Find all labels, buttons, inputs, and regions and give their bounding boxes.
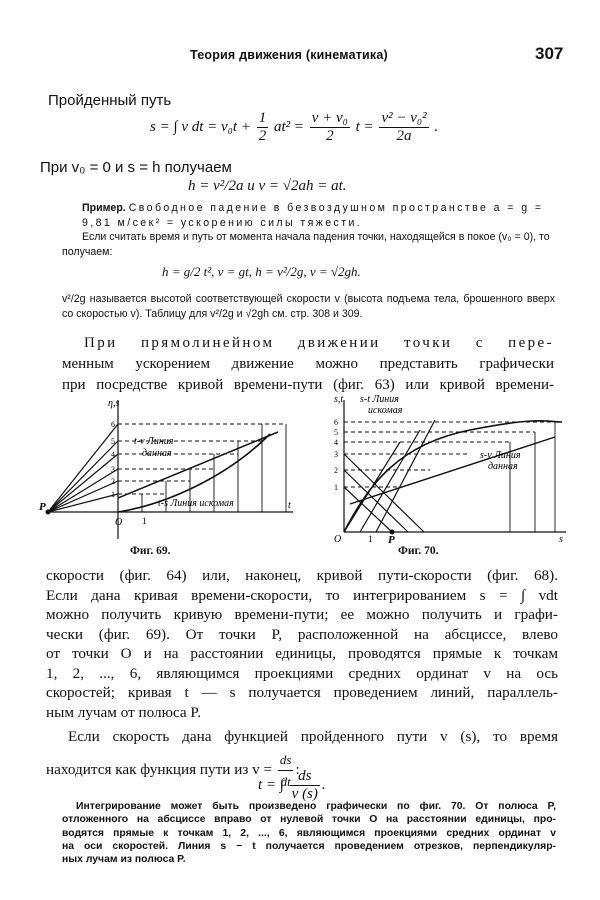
rectilinear-paragraph: При прямолинейном движении точки с пере- менным ускорением движение можно представить графически при посредстве кривой времени-пути (фиг. 63) или кривой времени-: [62, 335, 554, 393]
fig69-O: O: [115, 517, 123, 528]
example-block: [82, 201, 555, 230]
running-title: Теория движения (кинематика): [190, 48, 388, 62]
svg-text:2: 2: [111, 477, 115, 486]
formula-h: h = v²/2a и v = √2ah = at.: [188, 178, 347, 194]
height-note: v²/2g называется высотой соответствующей скорости v (высота подъема тела, брошенного вверх со скоростью v). Таблицу для v²/2g и √2gh см. стр. 308 и 309.: [62, 293, 555, 320]
fig70-one: 1: [368, 534, 373, 544]
formula-s: s = ∫ v dt = v₀t + $\frac{1}{2}$ at² = $\frac{\text{v + v₀}}{2}$ t = $\frac{\text{v² − v₀²}}{2a}$ .: [150, 110, 439, 144]
st-curve: [344, 421, 562, 532]
speed-paragraph: Если скорость дана функцией пройденного пути v (s), то время находится как функция пути из v = $\frac{ds}{dt}$ :: [46, 728, 558, 789]
svg-text:4: 4: [334, 438, 338, 447]
fig69-ts-label: t-s Линия искомая: [158, 498, 234, 509]
example-formula: h = g/2 t², v = gt, h = v²/2g, v = √2gh.: [162, 264, 361, 279]
fig69-caption: Фиг. 69.: [130, 545, 171, 557]
pole-point: [46, 510, 51, 515]
fig69-one: 1: [142, 516, 147, 526]
formula-t: t = ∫ $\frac{ds}{v (s)}$ .: [258, 768, 326, 802]
page-header: [0, 44, 600, 66]
fig70-sv-label2: данная: [488, 461, 518, 472]
traversed-path-label: Пройденный путь: [48, 92, 172, 109]
svg-text:2: 2: [334, 466, 338, 475]
fig70-sv-label: s-v Линия: [480, 450, 521, 461]
example-label: Пример.: [82, 202, 126, 214]
svg-text:1: 1: [334, 483, 338, 492]
fig70-caption: Фиг. 70.: [398, 545, 439, 557]
when-line: При v₀ = 0 и s = h получаем: [40, 159, 232, 176]
body-paragraph: скорости (фиг. 64) или, наконец, кривой пути-скорости (фиг. 68). Если дана кривая времени-скорости, то интегрированием s = ∫ vdt можно получить кривую времени-пути; ее можно получить и графи- чески (фиг. 69). От точки P, расположенной на абсциссе, влево от точки O и на расстоянии единицы, проводятся прямые к точкам 1, 2, ..., 6, являющимся проекциями средних ординат v на ось скоростей; кривая t — s получается проведением линий, параллель- ным лучам от полюса P.: [46, 567, 558, 721]
fig70-P: P: [388, 534, 395, 544]
fig70-st-label2: искомая: [368, 405, 403, 416]
figure-70: [330, 392, 570, 544]
fig69-P: P: [39, 501, 46, 513]
svg-text:3: 3: [111, 465, 115, 474]
fig70-st-label: s-t Линия: [360, 394, 399, 405]
example-line2: Если считать время и путь от момента начала падения точки, находящейся в покое (v₀ = 0), то получаем:: [62, 231, 550, 258]
fig69-t: t: [288, 500, 291, 511]
sv-line: [350, 437, 555, 504]
fig70-O: O: [334, 534, 342, 544]
figure-69: [38, 394, 300, 544]
svg-text:5: 5: [334, 428, 338, 437]
svg-text:5: 5: [111, 437, 115, 446]
fig70-axis-label: s,t: [334, 394, 344, 405]
fig70-ordinate-labels: [334, 418, 338, 492]
example-line1: Свободное падение в безвоздушном пространстве a = g = 9,81 м/сек² = ускорению силы тяжести.: [82, 202, 544, 229]
svg-text:6: 6: [334, 418, 338, 427]
svg-text:4: 4: [111, 450, 115, 459]
svg-text:1: 1: [111, 490, 115, 499]
svg-text:6: 6: [111, 420, 115, 429]
page-number: 307: [535, 44, 564, 63]
fig69-tv-label: t-v Линия: [134, 436, 174, 447]
fig69-axis-label: η,s: [108, 398, 120, 409]
footer-note: Интегрирование может быть произведено графически по фиг. 70. От полюса P, отложенного на абсциссе вправо от нулевой точки O на расстоянии единицы, про- водятся прямые к точкам 1, 2, ..., 6, являющимся проекциями средних ординат v на оси скоростей. Линия s − t получается проведением отрезков, перпендикуляр- ных лучам из полюса P.: [62, 801, 556, 866]
svg-text:3: 3: [334, 450, 338, 459]
fig69-tv-label2: данная: [142, 448, 172, 459]
fig70-s: s: [559, 534, 563, 544]
